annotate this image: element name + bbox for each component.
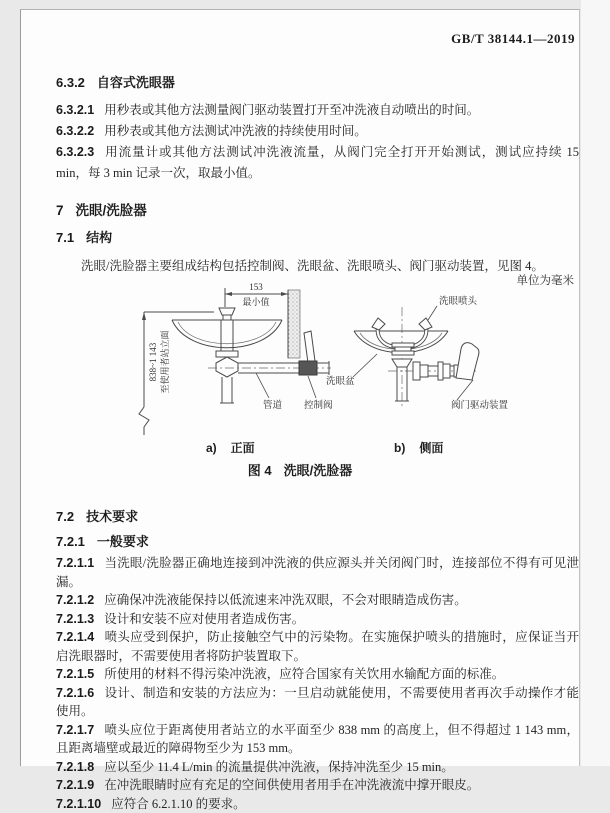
clauses-6-3-2: [56, 100, 579, 184]
clause-text: 用秒表或其他方法测试冲洗液的持续使用时间。: [104, 124, 367, 138]
heading-7-2-num: 7.2: [56, 509, 74, 524]
clause: [56, 610, 579, 629]
heading-7-2-title: 技术要求: [86, 509, 138, 524]
clause-num: 7.2.1.6: [56, 686, 94, 700]
clause-text: 应符合 6.2.1.10 的要求。: [111, 797, 245, 811]
heading-6-3-2-title: 自容式洗眼器: [97, 75, 175, 90]
heading-7-2-1: [56, 531, 149, 550]
heading-7-1-num: 7.1: [56, 230, 74, 245]
clause-text: 当洗眼/洗脸器正确地连接到冲洗液的供应源头并关闭阀门时，连接部位不得有可见泄漏。: [56, 556, 579, 589]
clause: [56, 628, 579, 665]
clause-text: 所使用的材料不得污染冲洗液，应符合国家有关饮用水输配方面的标准。: [104, 667, 504, 681]
label-spray-head: 洗眼喷头: [439, 295, 478, 307]
heading-6-3-2: [56, 72, 175, 91]
heading-7-1: [56, 227, 112, 246]
hex-fitting: [216, 357, 238, 377]
clause-num: 7.2.1.8: [56, 760, 94, 774]
dim-153-value: 153: [249, 282, 263, 292]
clause-num: 7.2.1.2: [56, 593, 94, 607]
figure-sub-caption-a: [206, 439, 255, 456]
dim-arrow-top: [142, 312, 146, 320]
dim-break: [139, 407, 149, 435]
clause-text: 喷头应位于距离使用者站立的水平面至少 838 mm 的高度上，但不得超过 1 143 mm，且距离墙壁或最近的障碍物至少为 153 mm。: [56, 723, 579, 756]
dim-arrow-right: [281, 292, 288, 296]
valve-body: [299, 361, 317, 375]
clause-text: 用秒表或其他方法测量阀门驱动装置打开至冲洗液自动喷出的时间。: [104, 103, 479, 117]
clause-text: 设计、制造和安装的方法应为：一旦启动就能使用，不需要使用者再次手动操作才能使用。: [56, 686, 579, 719]
heading-7-2: [56, 506, 138, 525]
clause: [56, 776, 579, 795]
clause-num: 7.2.1.7: [56, 723, 94, 737]
clause-text: 在冲洗眼睛时应有充足的空间供使用者用手在冲洗液流中撑开眼皮。: [104, 778, 479, 792]
sub-a-letter: a): [206, 441, 217, 455]
clause: [56, 684, 579, 721]
clauses-7-2-1: [56, 554, 579, 813]
clause-text: 应确保冲洗液能保持以低流速来冲洗双眼，不会对眼睛造成伤害。: [104, 593, 467, 607]
heading-7-2-1-num: 7.2.1: [56, 534, 85, 549]
heading-7: [56, 199, 147, 219]
clause: [56, 721, 579, 758]
body-7-1: [56, 256, 579, 276]
clause: [56, 100, 579, 121]
units-note: 单位为毫米: [517, 272, 575, 288]
sub-a-title: 正面: [231, 441, 255, 455]
figure-4-caption: [21, 460, 579, 479]
side-view-group: [353, 306, 479, 407]
clause-num: 7.2.1.4: [56, 630, 94, 644]
clause-text: 设计和安装不应对使用者造成伤害。: [104, 612, 304, 626]
figure-4-caption-title: 洗眼/洗脸器: [284, 463, 353, 478]
sub-b-letter: b): [394, 441, 405, 455]
dim-height-value: 838~1 143: [148, 342, 158, 381]
clause: [56, 554, 579, 591]
clause-text: 喷头应受到保护，防止接触空气中的污染物。在实施保护喷头的措施时，应保证当开启洗眼器时，不需要使用者将防护装置取下。: [56, 630, 579, 663]
tailpiece: [392, 359, 412, 367]
heading-7-title: 洗眼/洗脸器: [76, 203, 147, 218]
heading-7-1-title: 结构: [86, 230, 112, 245]
dim-height-note: 至使用者站立面: [159, 330, 170, 393]
wall-hatch: [288, 290, 300, 358]
label-valve-actuator: 阀门驱动装置: [451, 399, 509, 411]
label-basin: 洗眼盆: [326, 375, 355, 387]
clause-num: 7.2.1.1: [56, 556, 94, 570]
clause: [56, 795, 579, 813]
sub-b-title: 侧面: [419, 441, 443, 455]
label-control-valve: 控制阀: [304, 399, 333, 411]
spray-head-right: [419, 318, 432, 330]
document-page: [20, 9, 580, 766]
figure-sub-caption-b: [394, 439, 443, 456]
doc-number: GB/T 38144.1—2019: [451, 31, 575, 47]
clause-text: 用流量计或其他方法测试冲洗液流量，从阀门完全打开开始测试，测试应持续 15 min，每 3 min 记录一次，取最小值。: [56, 145, 579, 180]
body-7-1-text: 洗眼/洗脸器主要组成结构包括控制阀、洗眼盆、洗眼喷头、阀门驱动装置，见图 4。: [56, 256, 579, 276]
heading-7-num: 7: [56, 203, 64, 218]
clause: [56, 665, 579, 684]
clause-num: 6.3.2.1: [56, 103, 94, 117]
clause-num: 6.3.2.2: [56, 124, 94, 138]
dim-153-note: 最小值: [242, 296, 269, 307]
valve-actuator-paddle: [456, 343, 479, 380]
clause-text: 应以至少 11.4 L/min 的流量提供冲洗液，保持冲洗至少 15 min。: [104, 760, 454, 774]
heading-6-3-2-num: 6.3.2: [56, 75, 85, 90]
heading-7-2-1-title: 一般要求: [97, 534, 149, 549]
figure-4-drawing: [136, 277, 596, 437]
clause-num: 7.2.1.5: [56, 667, 94, 681]
clause-num: 6.3.2.3: [56, 145, 94, 159]
clause: [56, 758, 579, 777]
clause: [56, 591, 579, 610]
clause-num: 7.2.1.10: [56, 797, 101, 811]
dim-arrow-left: [225, 292, 232, 296]
clause: [56, 121, 579, 142]
valve-lever: [304, 331, 315, 363]
spray-head-left: [372, 318, 385, 330]
figure-4-caption-label: 图 4: [248, 463, 272, 478]
clause-num: 7.2.1.3: [56, 612, 94, 626]
spray-head-front: [219, 308, 235, 315]
clause-num: 7.2.1.9: [56, 778, 94, 792]
clause: [56, 142, 579, 184]
label-pipe: 管道: [263, 399, 283, 411]
